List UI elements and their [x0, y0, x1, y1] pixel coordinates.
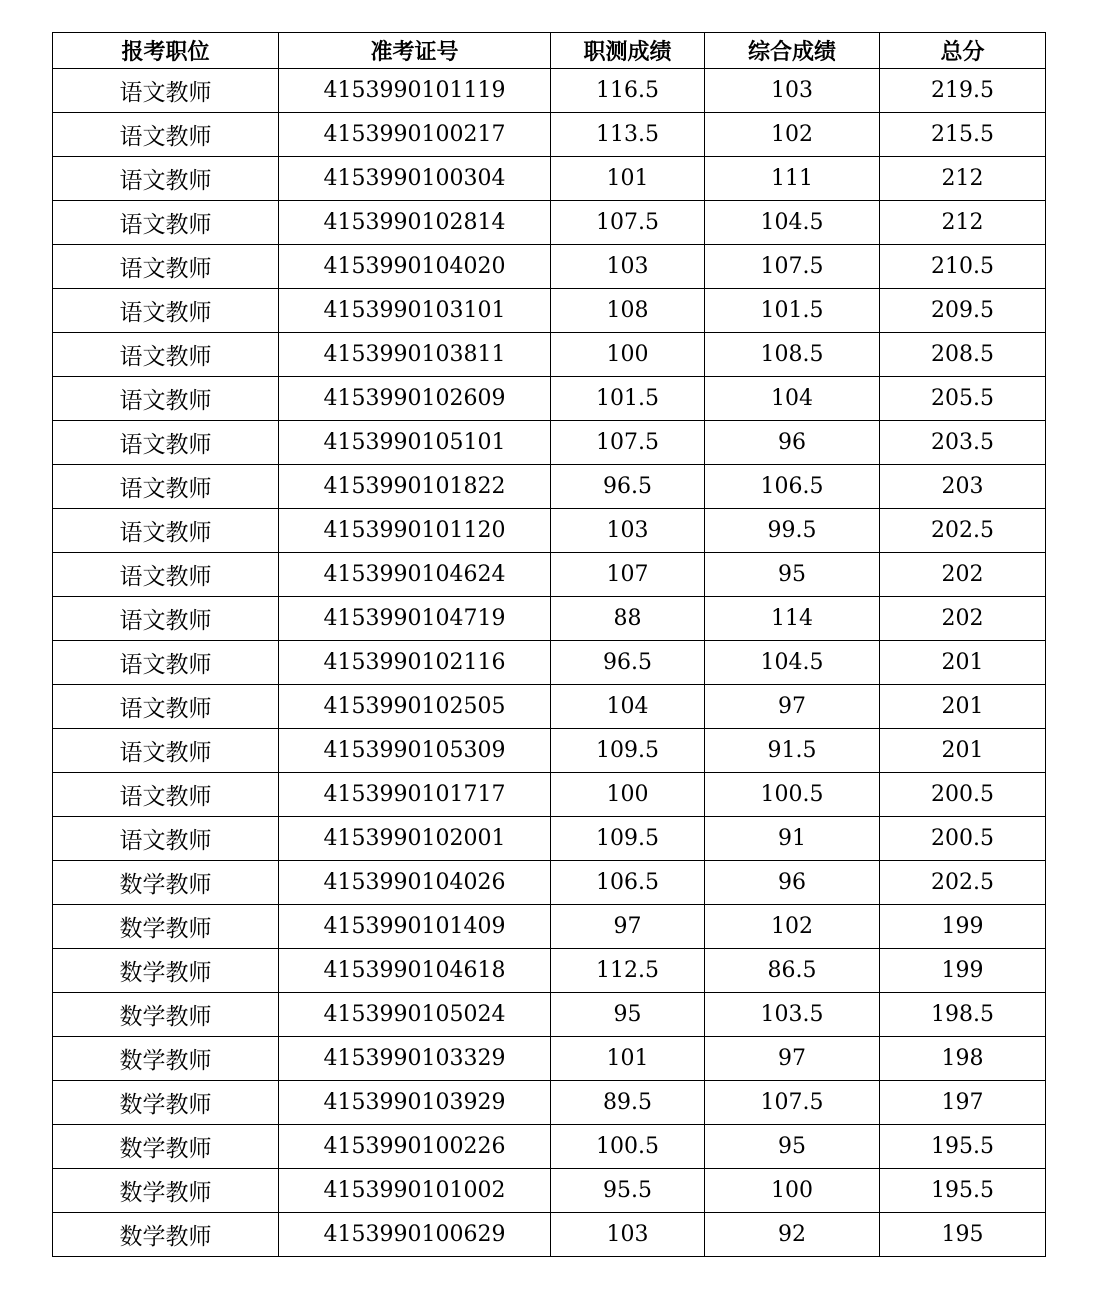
cell-comprehensive-score: 102: [705, 113, 880, 157]
cell-total-score: 200.5: [880, 773, 1046, 817]
table-row: [53, 905, 1046, 949]
cell-position: 语文教师: [53, 729, 279, 773]
cell-comprehensive-score: 95: [705, 553, 880, 597]
cell-aptitude-score: 100.5: [551, 1125, 705, 1169]
cell-aptitude-score: 88: [551, 597, 705, 641]
cell-comprehensive-score: 104.5: [705, 201, 880, 245]
cell-comprehensive-score: 104: [705, 377, 880, 421]
table-row: [53, 861, 1046, 905]
table-row: [53, 245, 1046, 289]
cell-comprehensive-score: 96: [705, 861, 880, 905]
table-row: [53, 201, 1046, 245]
cell-comprehensive-score: 108.5: [705, 333, 880, 377]
cell-position: 语文教师: [53, 69, 279, 113]
cell-comprehensive-score: 111: [705, 157, 880, 201]
cell-comprehensive-score: 100: [705, 1169, 880, 1213]
cell-total-score: 200.5: [880, 817, 1046, 861]
cell-aptitude-score: 97: [551, 905, 705, 949]
cell-total-score: 201: [880, 641, 1046, 685]
cell-aptitude-score: 109.5: [551, 817, 705, 861]
cell-total-score: 195.5: [880, 1125, 1046, 1169]
cell-position: 数学教师: [53, 1081, 279, 1125]
table-row: [53, 729, 1046, 773]
cell-position: 语文教师: [53, 201, 279, 245]
cell-exam-id: 4153990105024: [279, 993, 551, 1037]
cell-exam-id: 4153990104719: [279, 597, 551, 641]
cell-exam-id: 4153990101119: [279, 69, 551, 113]
cell-aptitude-score: 112.5: [551, 949, 705, 993]
cell-exam-id: 4153990103811: [279, 333, 551, 377]
cell-position: 语文教师: [53, 465, 279, 509]
cell-aptitude-score: 101.5: [551, 377, 705, 421]
cell-total-score: 209.5: [880, 289, 1046, 333]
cell-aptitude-score: 96.5: [551, 465, 705, 509]
table-row: [53, 641, 1046, 685]
cell-exam-id: 4153990100629: [279, 1213, 551, 1257]
header-exam-id: 准考证号: [279, 33, 551, 69]
cell-aptitude-score: 113.5: [551, 113, 705, 157]
cell-exam-id: 4153990101717: [279, 773, 551, 817]
cell-total-score: 195.5: [880, 1169, 1046, 1213]
cell-exam-id: 4153990102814: [279, 201, 551, 245]
cell-comprehensive-score: 107.5: [705, 1081, 880, 1125]
cell-comprehensive-score: 114: [705, 597, 880, 641]
cell-exam-id: 4153990104624: [279, 553, 551, 597]
cell-comprehensive-score: 95: [705, 1125, 880, 1169]
cell-position: 语文教师: [53, 377, 279, 421]
cell-exam-id: 4153990105309: [279, 729, 551, 773]
cell-comprehensive-score: 91.5: [705, 729, 880, 773]
cell-total-score: 202.5: [880, 861, 1046, 905]
cell-position: 语文教师: [53, 421, 279, 465]
cell-total-score: 215.5: [880, 113, 1046, 157]
cell-aptitude-score: 107.5: [551, 421, 705, 465]
cell-exam-id: 4153990100226: [279, 1125, 551, 1169]
cell-aptitude-score: 96.5: [551, 641, 705, 685]
cell-total-score: 208.5: [880, 333, 1046, 377]
cell-exam-id: 4153990103101: [279, 289, 551, 333]
cell-aptitude-score: 104: [551, 685, 705, 729]
cell-comprehensive-score: 96: [705, 421, 880, 465]
table-row: [53, 421, 1046, 465]
table-row: [53, 157, 1046, 201]
cell-aptitude-score: 109.5: [551, 729, 705, 773]
cell-total-score: 202: [880, 597, 1046, 641]
cell-exam-id: 4153990104020: [279, 245, 551, 289]
cell-aptitude-score: 116.5: [551, 69, 705, 113]
cell-comprehensive-score: 103.5: [705, 993, 880, 1037]
cell-total-score: 203.5: [880, 421, 1046, 465]
header-position: 报考职位: [53, 33, 279, 69]
cell-exam-id: 4153990102001: [279, 817, 551, 861]
cell-aptitude-score: 103: [551, 245, 705, 289]
cell-aptitude-score: 103: [551, 1213, 705, 1257]
cell-aptitude-score: 101: [551, 157, 705, 201]
cell-comprehensive-score: 91: [705, 817, 880, 861]
cell-aptitude-score: 100: [551, 333, 705, 377]
cell-comprehensive-score: 86.5: [705, 949, 880, 993]
cell-position: 语文教师: [53, 641, 279, 685]
cell-exam-id: 4153990104618: [279, 949, 551, 993]
cell-total-score: 199: [880, 949, 1046, 993]
table-row: [53, 509, 1046, 553]
cell-exam-id: 4153990105101: [279, 421, 551, 465]
table-row: [53, 1213, 1046, 1257]
cell-comprehensive-score: 107.5: [705, 245, 880, 289]
cell-aptitude-score: 108: [551, 289, 705, 333]
cell-total-score: 199: [880, 905, 1046, 949]
table-row: [53, 465, 1046, 509]
table-row: [53, 377, 1046, 421]
cell-position: 语文教师: [53, 245, 279, 289]
table-row: [53, 817, 1046, 861]
cell-total-score: 197: [880, 1081, 1046, 1125]
cell-position: 语文教师: [53, 509, 279, 553]
cell-position: 数学教师: [53, 1125, 279, 1169]
table-row: [53, 1169, 1046, 1213]
table-row: [53, 993, 1046, 1037]
cell-position: 语文教师: [53, 157, 279, 201]
cell-total-score: 201: [880, 729, 1046, 773]
cell-total-score: 205.5: [880, 377, 1046, 421]
cell-exam-id: 4153990103929: [279, 1081, 551, 1125]
cell-position: 语文教师: [53, 289, 279, 333]
cell-position: 语文教师: [53, 773, 279, 817]
table-row: [53, 1037, 1046, 1081]
cell-aptitude-score: 100: [551, 773, 705, 817]
header-total-score: 总分: [880, 33, 1046, 69]
cell-position: 数学教师: [53, 949, 279, 993]
cell-aptitude-score: 106.5: [551, 861, 705, 905]
cell-position: 语文教师: [53, 113, 279, 157]
cell-comprehensive-score: 97: [705, 685, 880, 729]
cell-position: 数学教师: [53, 861, 279, 905]
cell-comprehensive-score: 103: [705, 69, 880, 113]
cell-exam-id: 4153990101409: [279, 905, 551, 949]
cell-position: 语文教师: [53, 597, 279, 641]
cell-aptitude-score: 107.5: [551, 201, 705, 245]
cell-aptitude-score: 89.5: [551, 1081, 705, 1125]
cell-aptitude-score: 107: [551, 553, 705, 597]
cell-exam-id: 4153990103329: [279, 1037, 551, 1081]
cell-comprehensive-score: 104.5: [705, 641, 880, 685]
cell-total-score: 201: [880, 685, 1046, 729]
cell-position: 语文教师: [53, 817, 279, 861]
cell-total-score: 202.5: [880, 509, 1046, 553]
table-row: [53, 949, 1046, 993]
cell-position: 语文教师: [53, 685, 279, 729]
cell-total-score: 219.5: [880, 69, 1046, 113]
cell-position: 数学教师: [53, 1037, 279, 1081]
header-aptitude-score: 职测成绩: [551, 33, 705, 69]
table-row: [53, 597, 1046, 641]
table-row: [53, 553, 1046, 597]
table-row: [53, 333, 1046, 377]
cell-total-score: 198.5: [880, 993, 1046, 1037]
cell-comprehensive-score: 99.5: [705, 509, 880, 553]
table-row: [53, 1081, 1046, 1125]
cell-position: 语文教师: [53, 553, 279, 597]
table-body: [53, 69, 1046, 1257]
cell-exam-id: 4153990100217: [279, 113, 551, 157]
cell-total-score: 210.5: [880, 245, 1046, 289]
cell-comprehensive-score: 102: [705, 905, 880, 949]
table-row: [53, 69, 1046, 113]
cell-exam-id: 4153990102609: [279, 377, 551, 421]
cell-aptitude-score: 95.5: [551, 1169, 705, 1213]
table-header-row: [53, 33, 1046, 69]
header-comprehensive-score: 综合成绩: [705, 33, 880, 69]
cell-comprehensive-score: 100.5: [705, 773, 880, 817]
cell-position: 数学教师: [53, 1169, 279, 1213]
cell-position: 语文教师: [53, 333, 279, 377]
cell-total-score: 212: [880, 157, 1046, 201]
cell-exam-id: 4153990101002: [279, 1169, 551, 1213]
cell-total-score: 202: [880, 553, 1046, 597]
cell-total-score: 203: [880, 465, 1046, 509]
cell-exam-id: 4153990101120: [279, 509, 551, 553]
table-row: [53, 289, 1046, 333]
cell-total-score: 198: [880, 1037, 1046, 1081]
cell-comprehensive-score: 106.5: [705, 465, 880, 509]
cell-aptitude-score: 103: [551, 509, 705, 553]
cell-comprehensive-score: 92: [705, 1213, 880, 1257]
table-row: [53, 113, 1046, 157]
cell-position: 数学教师: [53, 905, 279, 949]
cell-total-score: 212: [880, 201, 1046, 245]
cell-exam-id: 4153990102505: [279, 685, 551, 729]
cell-exam-id: 4153990102116: [279, 641, 551, 685]
cell-exam-id: 4153990100304: [279, 157, 551, 201]
cell-total-score: 195: [880, 1213, 1046, 1257]
cell-aptitude-score: 101: [551, 1037, 705, 1081]
table-row: [53, 773, 1046, 817]
cell-aptitude-score: 95: [551, 993, 705, 1037]
cell-position: 数学教师: [53, 1213, 279, 1257]
cell-exam-id: 4153990104026: [279, 861, 551, 905]
cell-comprehensive-score: 101.5: [705, 289, 880, 333]
cell-exam-id: 4153990101822: [279, 465, 551, 509]
cell-position: 数学教师: [53, 993, 279, 1037]
cell-comprehensive-score: 97: [705, 1037, 880, 1081]
table-row: [53, 1125, 1046, 1169]
table-row: [53, 685, 1046, 729]
score-table: [52, 32, 1046, 1257]
